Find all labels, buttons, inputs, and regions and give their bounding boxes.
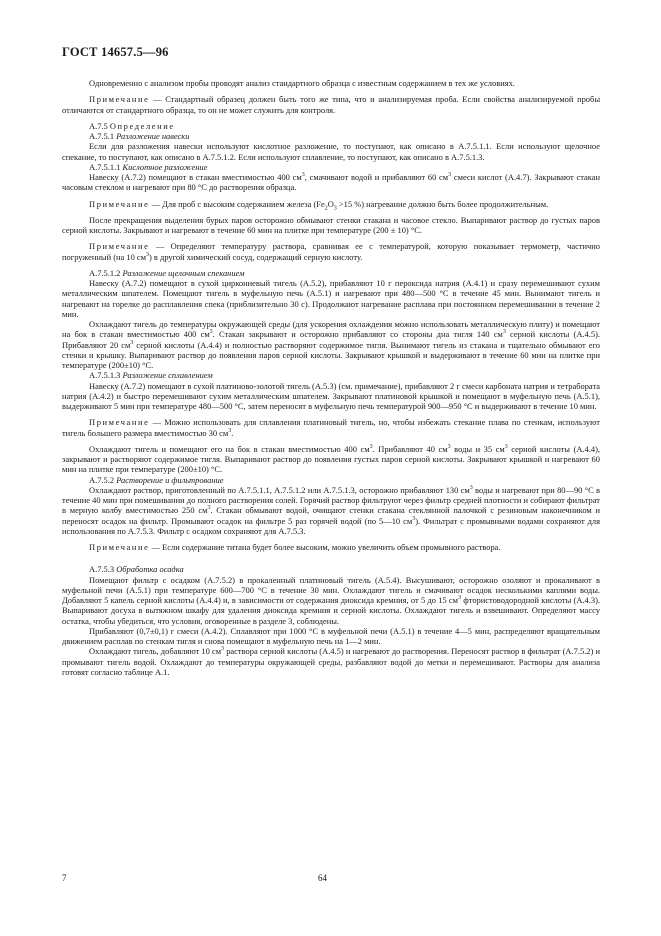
section-heading: А.7.5 Определение <box>89 120 175 131</box>
paragraph: Помещают фильтр с осадком (А.7.5.2) в прокаленный платиновый тигель (А.5.4). Высушивают, осторожно озоляют и прокаливают в муфельной печи (А.5.1) при температуре 600—700 °С в течение 30 мин. Охлаждают тигель и смачивают осадок несколькими каплями воды. Добавляют 5 капель серной кислоты (А.4.4) и, в зависимости от содержания диоксида кремния, от 5 до 15 $см^3$ фтористоводородной кислоты (А.4.3). Выпаривают досуха в вытяжном шкафу для удаления диоксида кремния и серной кислоты. Охлаждают тигель и взвешивают. Определяют массу остатка, чтобы убедиться, что условия, оговоренные в разделе 3, соблюдены. <box>62 574 600 626</box>
paragraph: Охлаждают тигель до температуры окружающей среды (для ускорения охлаждения можно использовать металлическую плиту) и помещают на бок в стакан вместимостью 400 $см^3$. Стакан закрывают и осторожно прибавляют со стороны дна тигля 140 $см^3$ серной кислоты (А.4.5). Прибавляют 20 $см^3$ серной кислоты (А.4.4) и полностью растворяют содержимое тигля. Вынимают тигель из стакана и тщательно обмывают его стенки и крышку. Выпаривают раствор до появления паров серной кислоты. Закрывают крышкой и выдерживают в течение 60 мин на плитке при температуре (200±10) °С. <box>62 319 600 370</box>
paragraph: Навеску (А.7.2) помещают в сухой платиново-золотой тигель (А.5.3) (см. примечание), прибавляют 2 г смеси карбоната натрия и тетрабората натрия (А.4.2) и быстро перемешивают сухим металлическим шпателем. Закрывают платиновой крышкой и помещают в муфельную печь (А.5.1), выдерживают 5 мин при температуре 480—500 °С, затем переносят в муфельную печь температурой 900—950 °С и выдерживают в течение 10 мин. <box>62 380 600 411</box>
document-header: ГОСТ 14657.5—96 <box>62 45 169 59</box>
paragraph: После прекращения выделения бурых паров осторожно обмывают стенки стакана и часовое стекло. Выпаривают раствор до густых паров серной кислоты. Закрывают и нагревают в течение 60 мин на плитке при температуре (200 ± 10) °С. <box>62 214 600 235</box>
note-label: Примечание <box>89 94 150 105</box>
page-number: 64 <box>318 873 327 883</box>
paragraph: Охлаждают тигель, добавляют 10 $см^3$ раствора серной кислоты (А.4.5) и нагревают до растворения. Переносят раствор в фильтрат (А.7.5.2) и промывают тигель водой. Охлаждают до температуры окружающей среды, разбавляют водой до метки и перемешивают. Растворы для анализа готовят согласно таблице А.1. <box>62 646 600 677</box>
note-label: Примечание <box>89 241 150 252</box>
paragraph: Навеску (А.7.2) помещают в сухой циркониевый тигель (А.5.2), прибавляют 10 г пероксида натрия (А.4.1) и сразу перемешивают сухим металлическим шпателем. Помещают тигель в муфельную печь (А.5.1) и нагревают при 480—500 °С в течение 45 мин. Вынимают тигель и нагревают на горелке до расплавления спека (приблизительно 30 с). Продолжают нагревание расплава при постоянном перемешивании в течение 2 мин. <box>62 278 600 319</box>
paragraph: Одновременно с анализом пробы проводят анализ стандартного образца с известным содержанием в тех же условиях. <box>89 78 515 88</box>
note-label: Примечание <box>89 542 150 552</box>
subsection-heading: А.7.5.1.1 Кислотное разложение <box>89 161 208 172</box>
note-paragraph: Примечание — Для проб с высоким содержанием железа ($Fe_2O_3 >15$ %) нагревание должно быть более продолжительным. <box>89 198 549 212</box>
subsection-heading: А.7.5.1.2 Разложение щелочным спеканием <box>89 267 245 278</box>
subsection-heading: А.7.5.3 Обработка осадка <box>89 564 184 575</box>
subsection-heading: А.7.5.1 Разложение навески <box>89 131 190 141</box>
note-label: Примечание <box>89 417 150 428</box>
paragraph: Если для разложения навески используют кислотное разложение, то поступают, как описано в А.7.5.1.1. Если используют щелочное спекание, то поступают, как описано в А.7.5.1.2. Если используют сплавление, то поступают, как описано в А.7.5.1.3. <box>62 141 600 162</box>
subsection-heading: А.7.5.1.3 Разложение сплавлением <box>89 370 213 381</box>
subsection-heading: А.7.5.2 Растворение и фильтрование <box>89 474 224 485</box>
note-paragraph: Примечание — Определяют температуру раствора, сравнивая ее с температурой, которую показывает термометр, частично погруженный (на 10 $см^3$) в другой химический сосуд, содержащий серную кислоту. <box>62 241 600 262</box>
note-paragraph: Примечание — Стандартный образец должен быть того же типа, что и анализируемая проба. Если свойства анализируемой пробы отличаются от стандартного образца, то он не может служить для контроля. <box>62 94 600 115</box>
paragraph: Охлаждают тигель и помещают его на бок в стакан вместимостью 400 $см^3$. Прибавляют 40 $см^3$ воды и 35 $см^3$ серной кислоты (А.4.4), закрывают и растворяют содержимое тигля. Выпаривают раствор до появления густых паров серной кислоты. Закрывают крышкой и нагревают 60 мин на плитке при температуре (200±10) °С. <box>62 443 601 475</box>
paragraph: Прибавляют (0,7±0,1) г смеси (А.4.2). Сплавляют при 1000 °С в муфельной печи (А.5.1) в течение 4—5 мин, распределяют вращательным движением расплав по стенкам тигля и снова помещают в муфельную печь на 1—2 мин. <box>62 625 600 646</box>
page-body <box>62 78 600 677</box>
footer-mark: 7 <box>62 873 67 883</box>
note-paragraph: Примечание — Можно использовать для сплавления платиновый тигель, но, чтобы избежать стекание плава по стенкам, используют тигель большего размера вместимостью 30 $см^3$. <box>62 417 600 438</box>
paragraph: Навеску (А.7.2) помещают в стакан вместимостью 400 $см^3$, смачивают водой и прибавляют 60 $см^3$ смеси кислот (А.4.7). Закрывают стакан часовым стеклом и нагревают при 80 °С до растворения образца. <box>62 172 600 193</box>
note-paragraph: Примечание — Если содержание титана будет более высоким, можно увеличить объем промывного раствора. <box>89 542 501 552</box>
note-label: Примечание <box>89 198 150 209</box>
paragraph: Охлаждают раствор, приготовленный по А.7.5.1.1, А.7.5.1.2 или А.7.5.1.3, осторожно прибавляют 130 $см^3$ воды и нагревают при 80—90 °С в течение 40 мин при помешивании до полного растворения солей. Горячий раствор фильтруют через фильтр средней плотности и собирают фильтрат в мерную колбу вместимостью 250 $см^3$. Стакан обмывают водой, очищают стенки стакана стеклянной палочкой с резиновым наконечником и переносят осадок на фильтр. Промывают осадок на фильтре 5 раз горячей водой (по 5—10 $см^3$). Фильтрат с промывными водами сохраняют для использования по А.7.5.3. Фильтр с осадком сохраняют для А.7.5.3. <box>62 484 601 536</box>
